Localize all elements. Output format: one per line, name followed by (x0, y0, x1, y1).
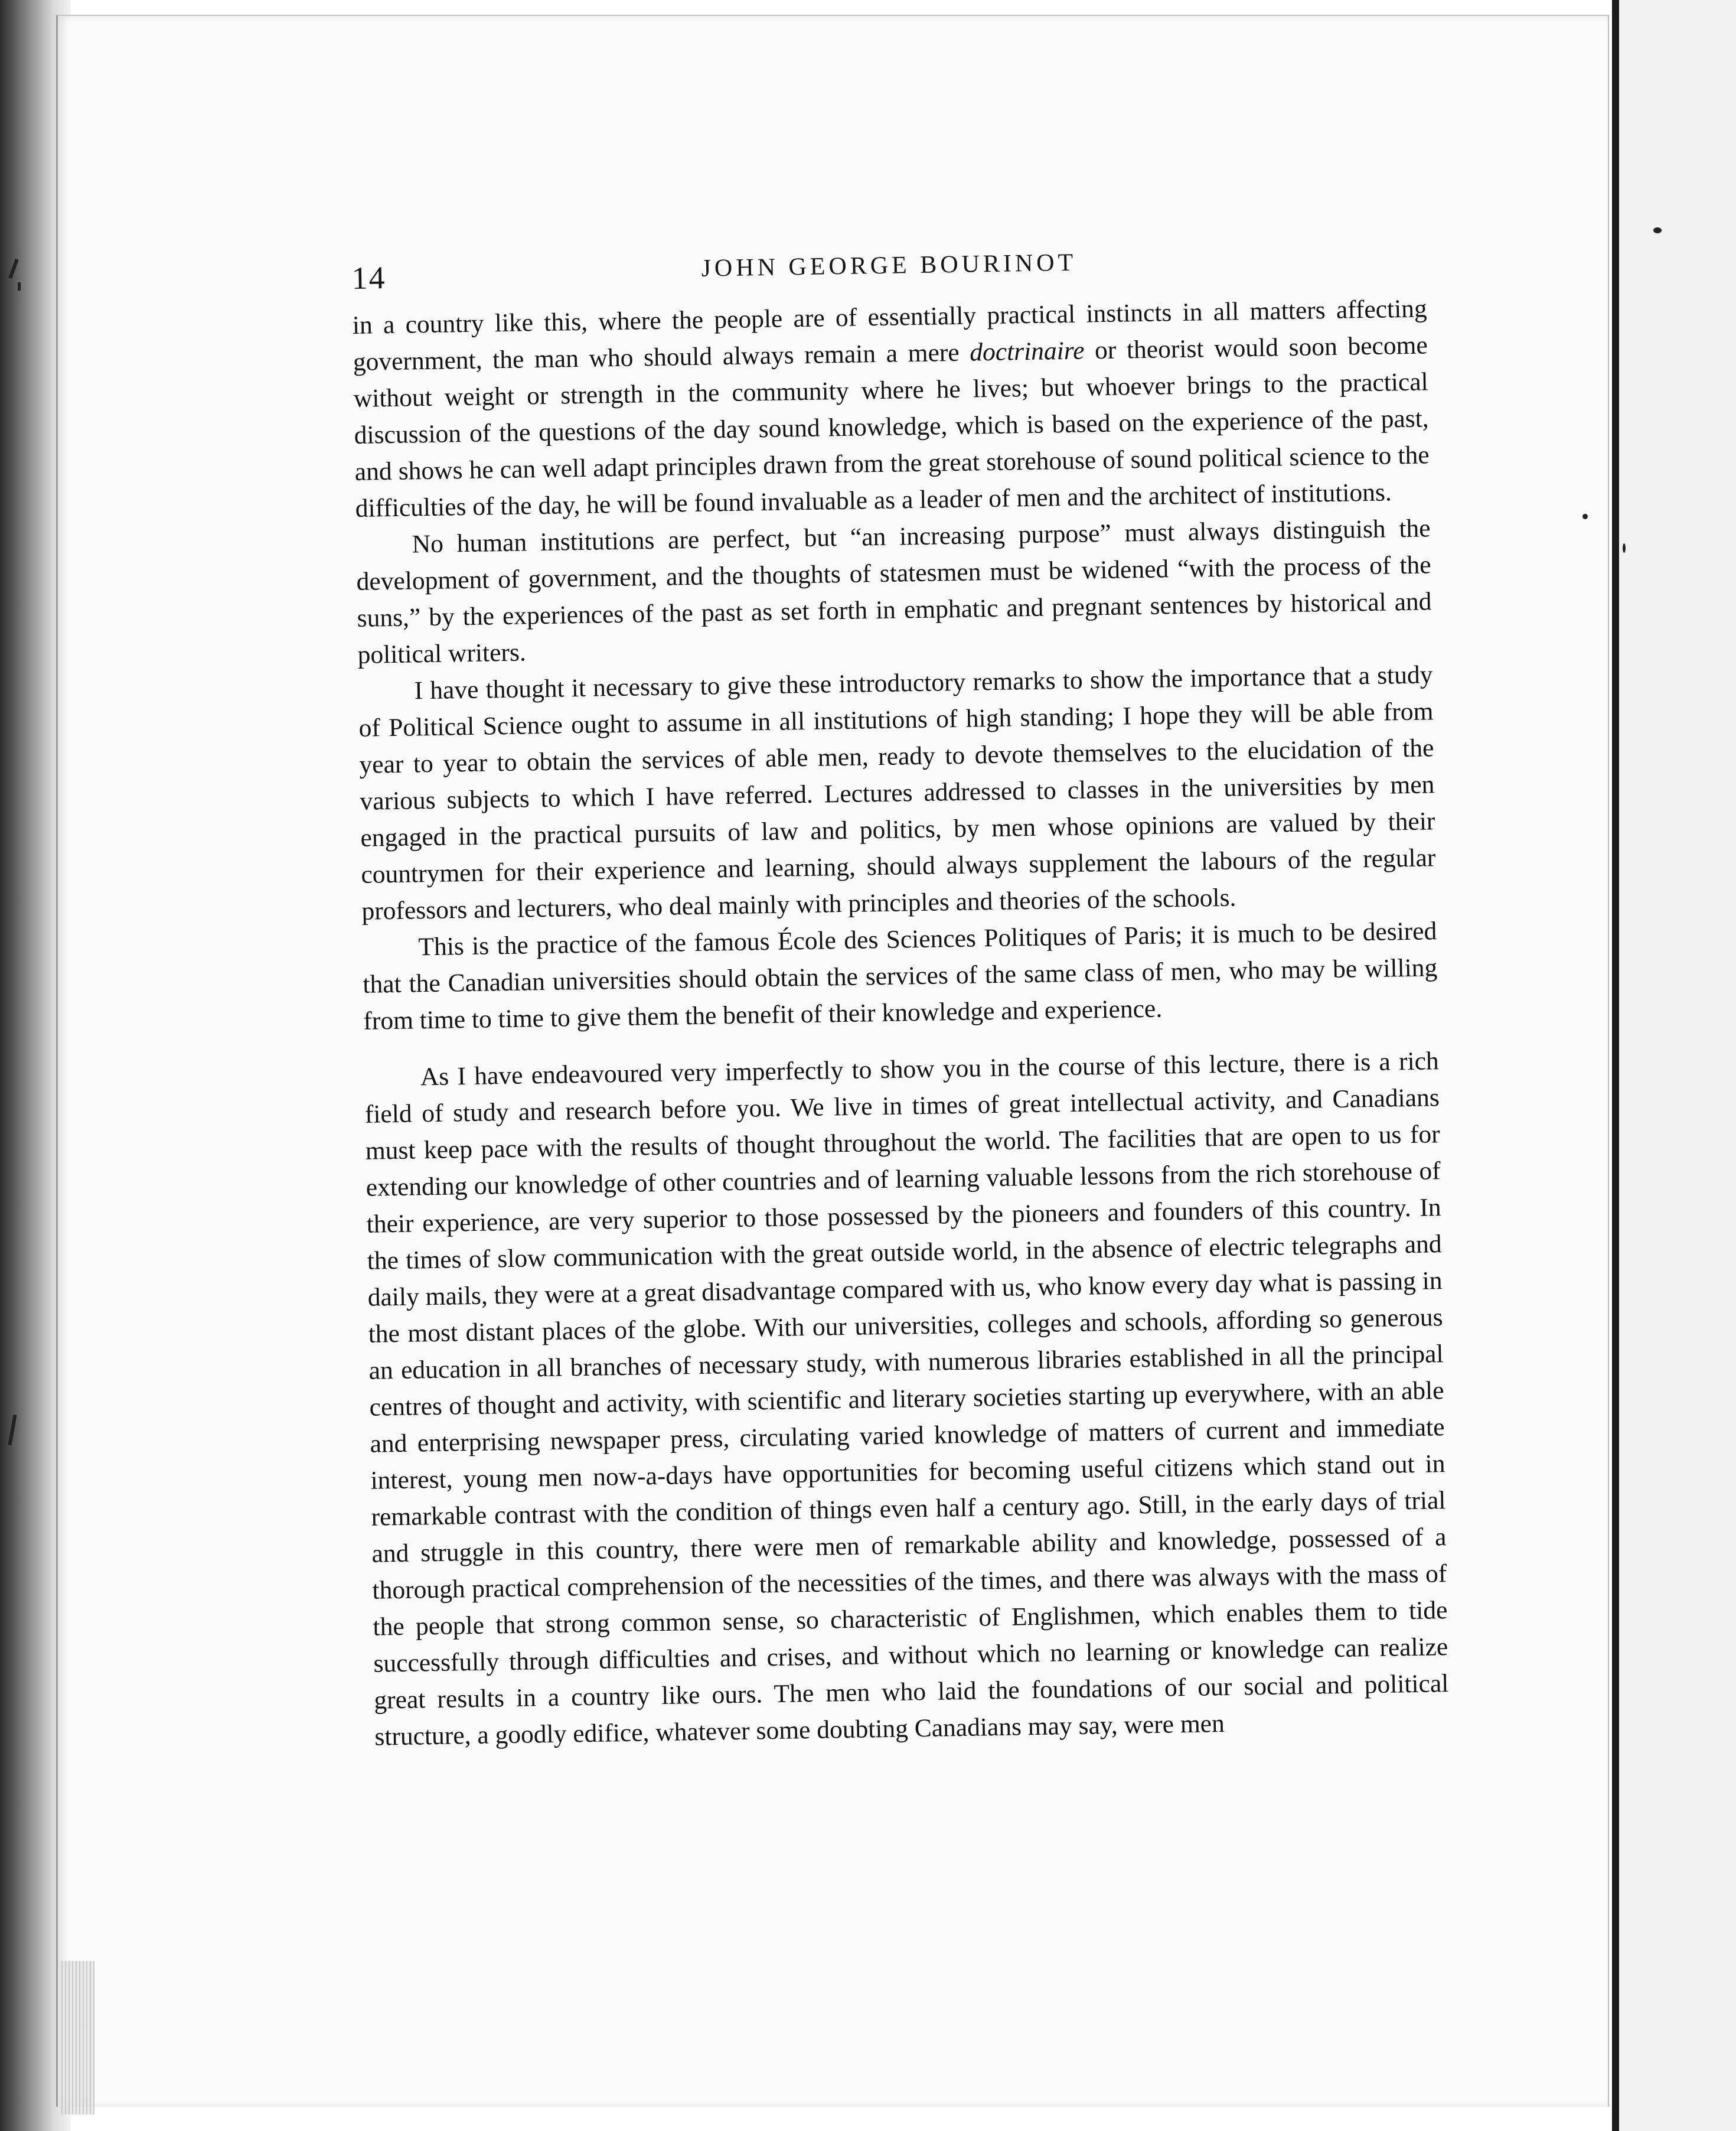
edge-mark (18, 282, 21, 291)
scan-speck (1623, 543, 1626, 553)
paragraph-1 (352, 290, 1430, 527)
paragraph-1-text-b: or theorist would soon become without weight or strength in the community where he lives; but whoever brings to the practical discussion of the questions of the day sound knowledge, which is based on the experience of the past, and shows he can well adapt principles drawn from the great storehouse of sound political science to the difficulties of the day, he will be found invaluable as a leader of men and the architect of institutions. (353, 331, 1430, 523)
paragraph-2: No human institutions are perfect, but “an increasing purpose” must always distinguish the development of government, and the thoughts of statesmen must be widened “with the process of the suns,” by the experiences of the past as set forth in emphatic and pregnant sentences by historical and political writers. (356, 514, 1432, 669)
scan-speck (1582, 514, 1588, 519)
page-content (351, 237, 1450, 1755)
right-margin (1619, 0, 1736, 2131)
italic-term: doctrinaire (969, 336, 1085, 367)
page-stack-edges (59, 1961, 94, 2114)
paragraph-3: I have thought it necessary to give these introductory remarks to show the importance that a study of Political Science ought to assume in all institutions of high standing; I hope they will be able from year to year to obtain the services of able men, ready to devote themselves to the elucidation of the various subjects to which I have referred. Lectures addressed to classes in the universities by men engaged in the practical pursuits of law and politics, by men whose opinions are valued by their countrymen for their experience and learning, should always supplement the labours of the regular professors and lecturers, who deal mainly with principles and theories of the schools. (358, 660, 1436, 926)
paragraph-1-text-a: in a country like this, where the people are of essentially practical instincts in all matters affecting government, the man who should always remain a mere (352, 294, 1428, 376)
paragraph-5: As I have endeavoured very imperfectly to show you in the course of this lecture, there is a rich field of study and research before you. We live in times of great intellectual activity, and Canadians must keep pace with the results of thought throughout the world. The facilities that are open to us for extending our knowledge of other countries and of learning valuable lessons from the rich storehouse of their experience, are very superior to those possessed by the pioneers and founders of this country. In the times of slow communication with the great outside world, in the absence of electric telegraphs and daily mails, they were at a great disadvantage compared with us, who know every day what is passing in the most distant places of the globe. With our universities, colleges and schools, affording so generous an education in all branches of necessary study, with numerous libraries established in all the principal centres of thought and activity, with scientific and literary societies starting up everywhere, with an able and enterprising newspaper press, circulating varied knowledge of matters of current and immediate interest, young men now-a-days have opportunities for becoming useful citizens which stand out in remarkable contrast with the condition of things even half a century ago. Still, in the early days of trial and struggle in this country, there were men of remarkable ability and knowledge, possessed of a thorough practical comprehension of the necessities of the times, and there was always with the mass of the people that strong common sense, so characteristic of Englishmen, which enables them to tide successfully through difficulties and crises, and without which no learning or knowledge can realize great results in a country like ours. The men who laid the foundations of our social and political structure, a goodly edifice, whatever some doubting Canadians may say, were men (364, 1047, 1449, 1751)
scan-speck (1653, 227, 1662, 233)
gutter-rule (1612, 0, 1619, 2131)
running-title: JOHN GEORGE BOURINOT (701, 249, 1077, 282)
page-number: 14 (351, 260, 387, 296)
paragraph-4: This is the practice of the famous École des Sciences Politiques of Paris; it is much to be desired that the Canadian universities should obtain the services of the same class of men, who may be willing from time to time to give them the benefit of their knowledge and experience. (363, 917, 1438, 1035)
